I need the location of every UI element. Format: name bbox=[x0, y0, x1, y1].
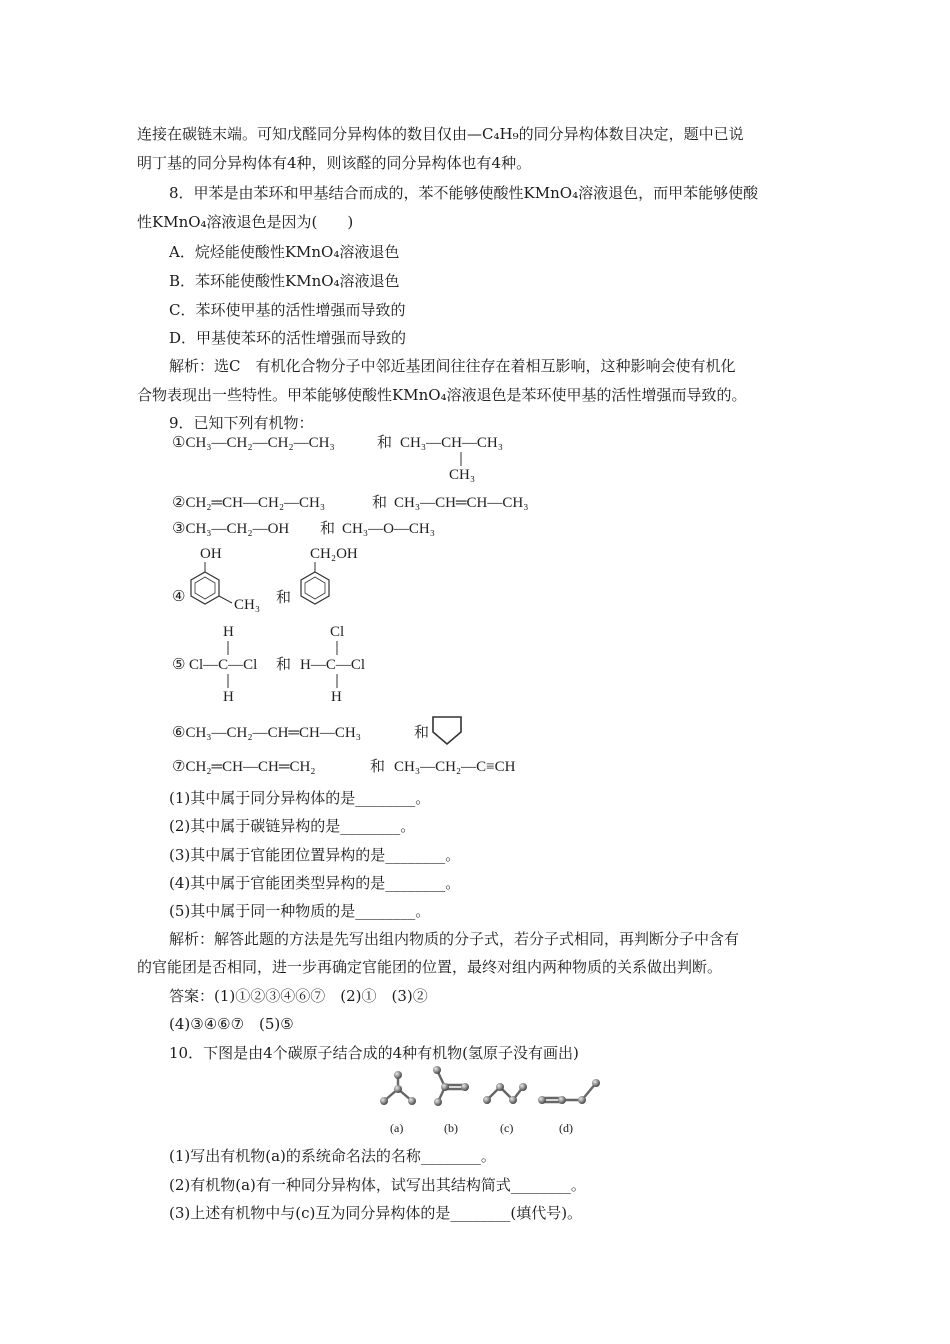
and-word: 和 bbox=[377, 435, 393, 451]
and-word: 和 bbox=[372, 495, 388, 511]
question-9-stem: 9．已知下列有机物： bbox=[169, 414, 314, 432]
formula-2b: CH₃—CH═CH—CH₃ bbox=[394, 495, 529, 511]
sub-question: (5)其中属于同一种物质的是________。 bbox=[169, 902, 431, 920]
analysis-text: 的官能团是否相同，进一步再确定官能团的位置，最终对组内两种物质的关系做出判断。 bbox=[137, 958, 723, 976]
formula-5a-top: H bbox=[223, 624, 234, 640]
formula-7a: ⑦CH₂═CH—CH═CH₂ bbox=[172, 759, 316, 775]
molecule-models-figure bbox=[370, 1065, 620, 1115]
formula-4-num: ④ bbox=[172, 589, 186, 605]
caption-d: (d) bbox=[559, 1121, 573, 1135]
caption-a: (a) bbox=[390, 1121, 404, 1135]
formula-5a: Cl—C—Cl bbox=[189, 657, 258, 673]
answer-text: (4)③④⑥⑦ (5)⑤ bbox=[169, 1015, 294, 1033]
cyclopentane-icon bbox=[430, 715, 466, 747]
option-b: B．苯环能使酸性KMnO₄溶液退色 bbox=[169, 272, 400, 290]
sub-question: (1)其中属于同分异构体的是________。 bbox=[169, 789, 431, 807]
molecule-d bbox=[542, 1083, 596, 1102]
answer-text: 答案：(1)①②③④⑥⑦ (2)① (3)② bbox=[169, 987, 428, 1005]
and-word: 和 bbox=[320, 521, 336, 537]
molecule-c bbox=[487, 1087, 523, 1100]
sub-question: (3)其中属于官能团位置异构的是________。 bbox=[169, 846, 461, 864]
and-word: 和 bbox=[276, 590, 292, 606]
sub-question: (4)其中属于官能团类型异构的是________。 bbox=[169, 874, 461, 892]
formula-5-num: ⑤ bbox=[172, 657, 186, 673]
formula-1b-branch: CH₃ bbox=[449, 467, 476, 483]
formula-1a: ①CH₃—CH₂—CH₂—CH₃ bbox=[172, 435, 335, 451]
formula-5b: H—C—Cl bbox=[300, 657, 366, 673]
option-c: C．苯环使甲基的活性增强而导致的 bbox=[169, 301, 406, 319]
analysis-text: 解析：解答此题的方法是先写出组内物质的分子式，若分子式相同，再判断分子中含有 bbox=[169, 930, 740, 948]
caption-c: (c) bbox=[500, 1121, 514, 1135]
sub-question: (1)写出有机物(a)的系统命名法的名称________。 bbox=[169, 1147, 496, 1165]
formula-1b: CH₃—CH—CH₃ bbox=[400, 435, 503, 451]
analysis-text: 解析：选C 有机化合物分子中邻近基团间往往存在着相互影响，这种影响会使有机化 bbox=[169, 357, 736, 375]
option-d: D．甲基使苯环的活性增强而导致的 bbox=[169, 329, 407, 347]
question-8-stem: 8．甲苯是由苯环和甲基结合而成的，苯不能够使酸性KMnO₄溶液退色，而甲苯能够使酸 bbox=[169, 184, 759, 202]
sub-question: (3)上述有机物中与(c)互为同分异构体的是________(填代号)。 bbox=[169, 1204, 583, 1222]
formula-2a: ②CH₂═CH—CH₂—CH₃ bbox=[172, 495, 326, 511]
ch3-group: CH₃ bbox=[234, 597, 261, 613]
formula-3b: CH₃—O—CH₃ bbox=[342, 521, 435, 537]
formula-3a: ③CH₃—CH₂—OH bbox=[172, 521, 290, 537]
and-word: 和 bbox=[276, 657, 292, 673]
sub-question: (2)其中属于碳链异构的是________。 bbox=[169, 817, 416, 835]
and-word: 和 bbox=[370, 759, 386, 775]
formula-7b: CH₃—CH₂—C≡CH bbox=[394, 759, 516, 775]
formula-5b-top: Cl bbox=[330, 624, 345, 640]
analysis-text: 合物表现出一些特性。甲苯能够使酸性KMnO₄溶液退色是苯环使甲基的活性增强而导致的。 bbox=[137, 386, 747, 404]
sub-question: (2)有机物(a)有一种同分异构体，试写出其结构简式________。 bbox=[169, 1176, 586, 1194]
and-word: 和 bbox=[414, 725, 430, 741]
text-line: 连接在碳链末端。可知戊醛同分异构体的数目仅由—C₄H₉的同分异构体数目决定，题中已说 bbox=[137, 125, 744, 143]
caption-b: (b) bbox=[444, 1121, 458, 1135]
oh-group: OH bbox=[200, 546, 222, 562]
formula-5b-bottom: H bbox=[331, 689, 342, 705]
ch2oh-group: CH₂OH bbox=[310, 546, 358, 562]
text-line: 明丁基的同分异构体有4种，则该醛的同分异构体也有4种。 bbox=[137, 154, 532, 172]
option-a: A．烷烃能使酸性KMnO₄溶液退色 bbox=[169, 243, 400, 261]
question-8-stem: 性KMnO₄溶液退色是因为( ) bbox=[137, 213, 354, 231]
question-10-stem: 10．下图是由4个碳原子结合成的4种有机物(氢原子没有画出) bbox=[169, 1044, 579, 1062]
formula-6a: ⑥CH₃—CH₂—CH═CH—CH₃ bbox=[172, 725, 361, 741]
formula-5a-bottom: H bbox=[223, 689, 234, 705]
